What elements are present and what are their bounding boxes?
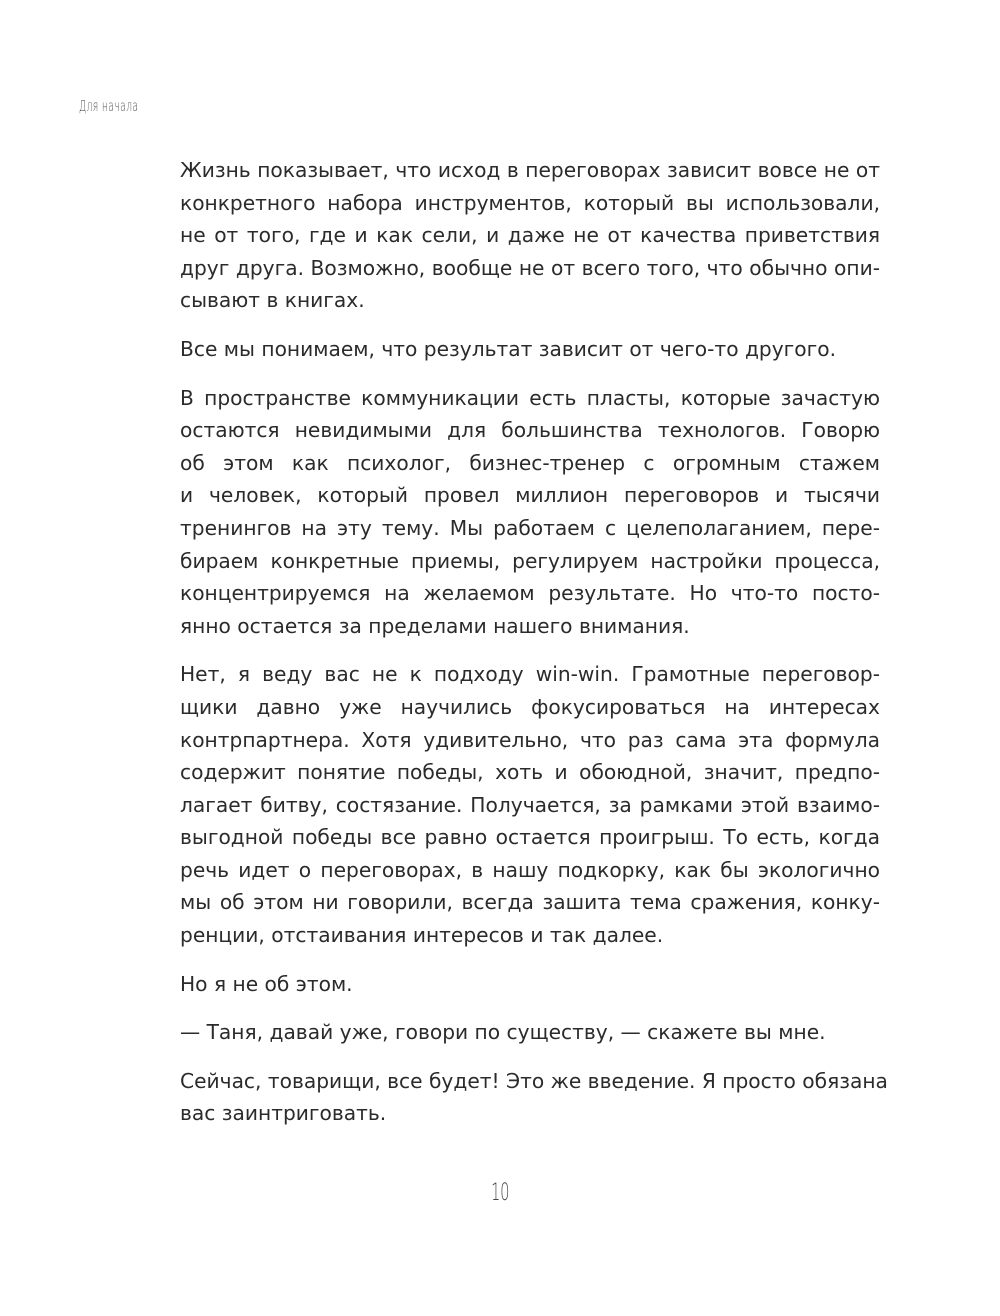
paragraph-line: Сейчас, товарищи, все будет! Это же введение. Я просто обязана <box>180 1068 888 1093</box>
paragraph-line: тренингов на эту тему. Мы работаем с целеполаганием, пере- <box>180 515 880 540</box>
paragraph-line: вас заинтриговать. <box>180 1101 387 1126</box>
paragraph-line: В пространстве коммуникации есть пласты, которые зачастую <box>180 385 880 410</box>
paragraph-line: бираем конкретные приемы, регулируем настройки процесса, <box>180 548 880 573</box>
paragraph-line: контрпартнера. Хотя удивительно, что раз сама эта формула <box>180 727 880 752</box>
paragraph-line: содержит понятие победы, хоть и обоюдной, значит, предпо- <box>180 760 880 785</box>
paragraph-line: Но я не об этом. <box>180 971 353 996</box>
paragraph-line: остаются невидимыми для большинства технологов. Говорю <box>180 418 880 443</box>
paragraph-line: Все мы понимаем, что результат зависит от чего-то другого. <box>180 336 837 361</box>
paragraph-line: конкретного набора инструментов, который вы использовали, <box>180 190 880 215</box>
paragraph-line: сывают в книгах. <box>180 288 365 313</box>
paragraph-line: речь идет о переговорах, в нашу подкорку, как бы экологично <box>180 857 880 882</box>
paragraph-line: Нет, я веду вас не к подходу win-win. Грамотные переговор- <box>180 662 880 687</box>
running-header: Для начала <box>79 97 139 115</box>
paragraph-line: лагает битву, состязание. Получается, за рамками этой взаимо- <box>180 792 880 817</box>
paragraph-7 <box>180 1065 888 1130</box>
paragraph-line: — Таня, давай уже, говори по существу, — скажете вы мне. <box>180 1020 826 1045</box>
paragraph-line: не от того, где и как сели, и даже не от качества приветствия <box>180 223 880 248</box>
paragraph-line: концентрируемся на желаемом результате. Но что-то посто- <box>180 581 880 606</box>
paragraph-line: об этом как психолог, бизнес-тренер с огромным стажем <box>180 450 880 475</box>
paragraph-6 <box>180 1016 880 1049</box>
paragraph-1 <box>180 154 880 317</box>
paragraph-line: друг друга. Возможно, вообще не от всего того, что обычно опи- <box>180 255 880 280</box>
paragraph-3 <box>180 382 880 643</box>
paragraph-2 <box>180 333 880 366</box>
paragraph-line: и человек, который провел миллион переговоров и тысячи <box>180 483 880 508</box>
page-number <box>0 1178 1000 1206</box>
paragraph-line: янно остается за пределами нашего внимания. <box>180 613 690 638</box>
paragraph-line: щики давно уже научились фокусироваться на интересах <box>180 694 880 719</box>
paragraph-line: Жизнь показывает, что исход в переговорах зависит вовсе не от <box>180 158 880 182</box>
paragraph-line: ренции, отстаивания интересов и так далее. <box>180 923 664 948</box>
page-number-label: 10 <box>490 1178 510 1206</box>
paragraph-line: выгодной победы все равно остается проигрыш. То есть, когда <box>180 825 880 850</box>
page-body <box>180 154 888 1146</box>
paragraph-5 <box>180 968 880 1001</box>
paragraph-line: мы об этом ни говорили, всегда зашита тема сражения, конку- <box>180 890 880 915</box>
paragraph-4 <box>180 658 880 951</box>
